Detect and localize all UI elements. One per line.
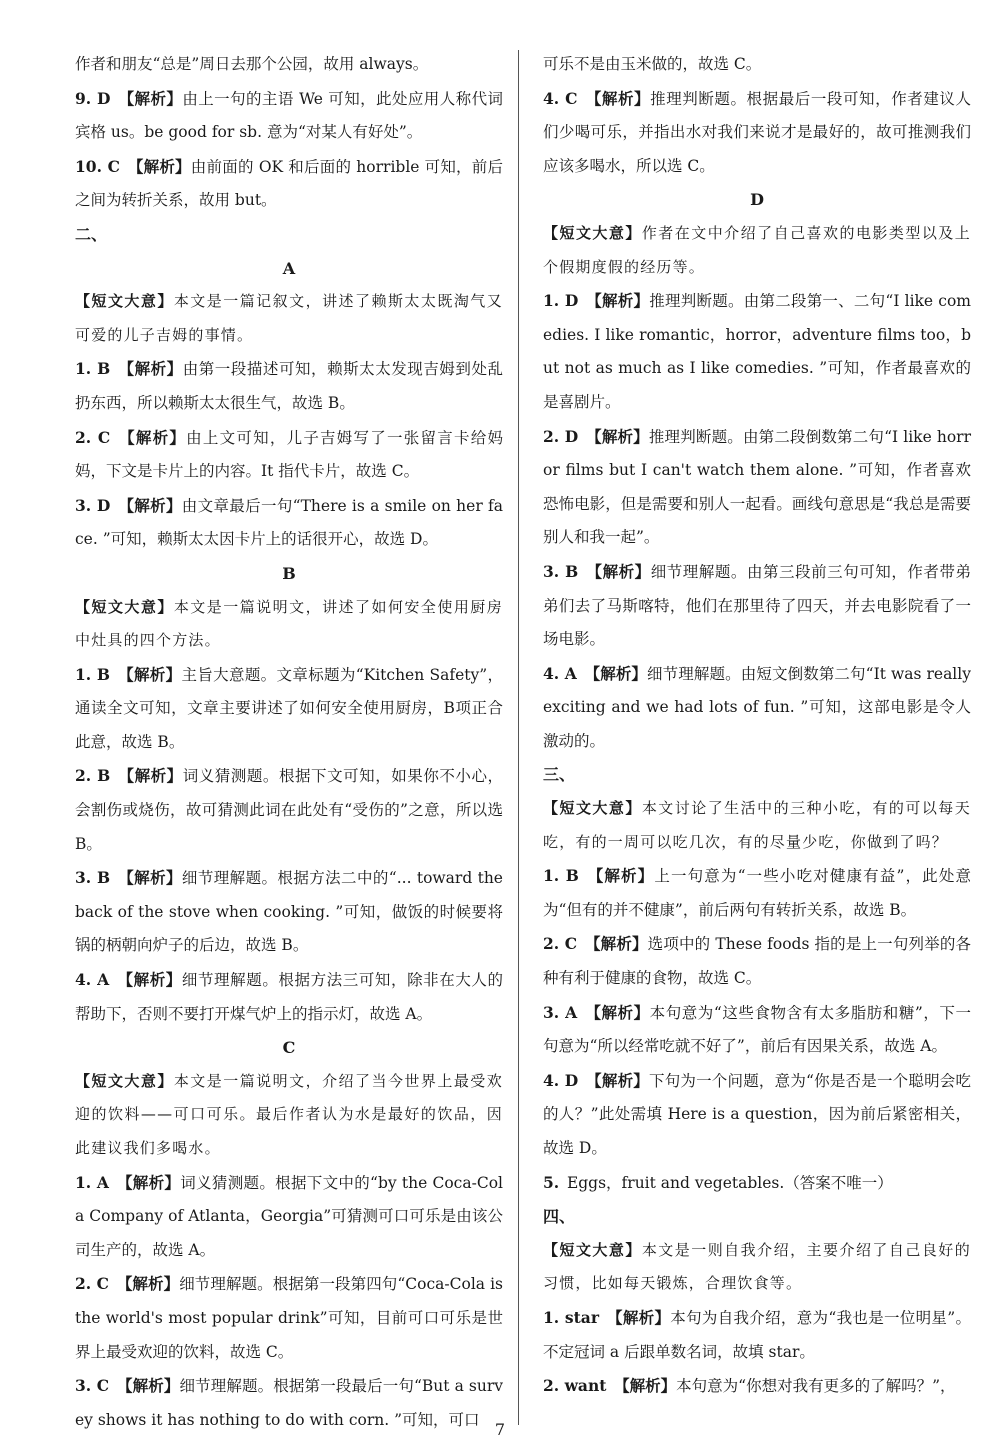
- answer-number: 3. B: [75, 868, 111, 888]
- answer-number: 10. C: [75, 156, 120, 176]
- answer-number: 1. A: [75, 1172, 109, 1192]
- answer-explanation: 主旨大意题。文章标题为“Kitchen Safety”，通读全文可知，文章主要讲述了如何安全使用厨房，B项正合此意，故选 B。: [75, 665, 503, 751]
- answer-number: 4. A: [543, 663, 577, 683]
- answer-explanation: 细节理解题。由第三段前三句可知，作者带弟弟们去了马斯喀特，他们在那里待了四天，并去电影院看了一场电影。: [543, 562, 971, 649]
- analysis-tag: 【解析】: [116, 1376, 180, 1396]
- answer-explanation: 细节理解题。根据第一段第四句“Coca-Cola is the world's most popular drink”可知，目前可口可乐是世界上最受欢迎的饮料，故选 C。: [75, 1275, 503, 1361]
- page-number: 7: [494, 1420, 506, 1439]
- passage-summary: [75, 285, 503, 352]
- section-number: 三、: [543, 765, 576, 785]
- answer-item: [75, 150, 503, 218]
- answer-number: 2. C: [543, 934, 578, 954]
- analysis-tag: 【解析】: [584, 1002, 650, 1022]
- analysis-tag: 【解析】: [117, 868, 182, 888]
- summary-tag: 【短文大意】: [543, 223, 642, 242]
- answer-number: 2. C: [75, 427, 111, 447]
- left-column: [75, 48, 503, 1437]
- answer-number: 2. B: [75, 766, 111, 786]
- continued-text: 作者和朋友“总是”周日去那个公园，故用 always。: [75, 55, 429, 73]
- summary-text: 作者在文中介绍了自己喜欢的电影类型以及上个假期度假的经历等。: [543, 223, 971, 276]
- summary-tag: 【短文大意】: [75, 597, 174, 616]
- column-divider: [518, 50, 519, 1425]
- section-number: 四、: [543, 1207, 576, 1227]
- passage-heading: C: [282, 1038, 296, 1058]
- summary-tag: 【短文大意】: [543, 799, 642, 818]
- answer-item: [75, 658, 503, 760]
- answer-number: 4. C: [543, 88, 578, 108]
- answer-item: [543, 1166, 971, 1201]
- summary-tag: 【短文大意】: [543, 1240, 642, 1259]
- answer-item: [75, 421, 503, 489]
- summary-tag: 【短文大意】: [75, 292, 174, 311]
- answer-number: 5.: [543, 1172, 560, 1192]
- analysis-tag: 【解析】: [117, 359, 183, 379]
- passage-summary: [75, 1065, 503, 1166]
- passage-summary: [75, 591, 503, 658]
- analysis-tag: 【解析】: [116, 1274, 180, 1294]
- answer-item: [543, 1301, 971, 1369]
- analysis-tag: 【解析】: [117, 427, 187, 447]
- answer-explanation: 下句为一个问题，意为“你是否是一个聪明会吃的人？”此处需填 Here is a question，因为前后紧密相关，故选 D。: [543, 1071, 971, 1157]
- answer-explanation: 推理判断题。由第二段倒数第二句“I like horror films but I can't watch them alone. ”可知，作者喜欢恐怖电影，但是需要和别人一起看。画线句意思是“我总是需要别人和我一起”。: [543, 427, 971, 547]
- answer-item: [75, 489, 503, 557]
- answer-number: 1. D: [543, 291, 579, 311]
- answer-explanation: 细节理解题。根据第一段最后一句“But a survey shows it has nothing to do with corn. ”可知，可口: [75, 1377, 503, 1429]
- answer-item: [543, 555, 971, 657]
- analysis-tag: 【解析】: [127, 156, 191, 176]
- analysis-tag: 【解析】: [116, 970, 182, 990]
- analysis-tag: 【解析】: [585, 426, 649, 446]
- analysis-tag: 【解析】: [584, 934, 648, 954]
- answer-item: [75, 1166, 503, 1268]
- analysis-tag: 【解析】: [585, 1070, 649, 1090]
- answer-explanation: 由上一句的主语 We 可知，此处应用人称代词宾格 us。be good for sb. 意为“对某人有好处”。: [75, 89, 503, 142]
- answer-item: [543, 657, 971, 759]
- analysis-tag: 【解析】: [118, 495, 182, 515]
- passage-summary: [543, 792, 971, 859]
- passage-summary: [543, 1234, 971, 1301]
- answer-number: 3. A: [543, 1002, 578, 1022]
- answer-number: 1. B: [75, 359, 111, 379]
- summary-tag: 【短文大意】: [75, 1071, 174, 1090]
- answer-item: [75, 352, 503, 420]
- summary-text: 本文是一篇说明文，介绍了当今世界上最受欢迎的饮料——可口可乐。最后作者认为水是最好的饮品，因此建议我们多喝水。: [75, 1071, 503, 1157]
- answer-item: [75, 759, 503, 861]
- answer-explanation: 词义猜测题。根据下文可知，如果你不小心，会割伤或烧伤，故可猜测此词在此处有“受伤的”之意，所以选 B。: [75, 767, 503, 853]
- answer-explanation: 由前面的 OK 和后面的 horrible 可知，前后之间为转折关系，故用 but。: [75, 157, 503, 210]
- analysis-tag: 【解析】: [117, 664, 182, 684]
- summary-text: 本文讨论了生活中的三种小吃，有的可以每天吃，有的一周可以吃几次，有的尽量少吃，你做到了吗？: [543, 799, 971, 851]
- answer-explanation: 推理判断题。根据最后一段可知，作者建议人们少喝可乐，并指出水对我们来说才是最好的，故可推测我们应该多喝水，所以选 C。: [543, 89, 971, 175]
- analysis-tag: 【解析】: [586, 291, 650, 311]
- answer-number: 1. star: [543, 1307, 599, 1327]
- passage-summary: [543, 217, 971, 284]
- answer-explanation: 本句意为“这些食物含有太多脂肪和糖”，下一句意为“所以经常吃就不好了”，前后有因果关系，故选 A。: [543, 1003, 971, 1056]
- answer-explanation: 细节理解题。根据方法三可知，除非在大人的帮助下，否则不要打开煤气炉上的指示灯，故选 A。: [75, 971, 503, 1023]
- answer-item: [543, 420, 971, 555]
- analysis-tag: 【解析】: [118, 88, 183, 108]
- answer-number: 3. D: [75, 495, 111, 515]
- answer-explanation: 选项中的 These foods 指的是上一句列举的各种有利于健康的食物，故选 C。: [543, 935, 971, 988]
- analysis-tag: 【解析】: [614, 1376, 677, 1396]
- answer-explanation: 词义猜测题。根据下文中的“by the Coca-Cola Company of Atlanta，Georgia”可猜测可口可乐是由该公司生产的，故选 A。: [75, 1173, 503, 1259]
- summary-text: 本文是一则自我介绍，主要介绍了自己良好的习惯，比如每天锻炼，合理饮食等。: [543, 1240, 971, 1293]
- answer-number: 4. A: [75, 970, 110, 990]
- analysis-tag: 【解析】: [117, 766, 183, 786]
- answer-number: 3. B: [543, 561, 579, 581]
- section-number: 二、: [75, 224, 108, 244]
- answer-explanation: 细节理解题。由短文倒数第二句“It was really exciting and we had lots of fun. ”可知，这部电影是令人激动的。: [543, 664, 971, 750]
- analysis-tag: 【解析】: [585, 561, 651, 581]
- answer-number: 2. want: [543, 1376, 607, 1396]
- answer-number: 1. B: [75, 664, 111, 684]
- answer-number: 9. D: [75, 88, 111, 108]
- passage-heading: B: [282, 563, 296, 583]
- answer-explanation: Eggs，fruit and vegetables.（答案不唯一）: [566, 1173, 893, 1192]
- answer-item: [543, 82, 971, 184]
- answer-item: [543, 996, 971, 1064]
- answer-number: 3. C: [75, 1376, 110, 1396]
- analysis-tag: 【解析】: [606, 1307, 671, 1327]
- answer-number: 2. C: [75, 1274, 109, 1294]
- analysis-tag: 【解析】: [585, 88, 651, 108]
- analysis-tag: 【解析】: [584, 663, 648, 683]
- answer-item: [543, 1064, 971, 1166]
- answer-item: [543, 927, 971, 995]
- answer-item: [75, 1267, 503, 1369]
- answer-number: 4. D: [543, 1070, 579, 1090]
- answer-item: [543, 1369, 971, 1404]
- answer-item: [75, 963, 503, 1031]
- continued-text: 可乐不是由玉米做的，故选 C。: [543, 55, 762, 73]
- answer-explanation: 本句意为“你想对我有更多的了解吗？”，: [676, 1377, 956, 1396]
- summary-text: 本文是一篇说明文，讲述了如何安全使用厨房中灶具的四个方法。: [75, 597, 503, 650]
- passage-heading: D: [750, 190, 764, 210]
- answer-explanation: 由上文可知，儿子吉姆写了一张留言卡给妈妈，下文是卡片上的内容。It 指代卡片，故选 C。: [75, 428, 503, 481]
- answer-explanation: 推理判断题。由第二段第一、二句“I like comedies. I like romantic，horror，adventure films too，but not as much as I like comedies. ”可知，作者最喜欢的是喜剧片。: [543, 292, 971, 411]
- passage-heading: A: [282, 258, 296, 278]
- right-column: [543, 48, 971, 1404]
- answer-explanation: 本句为自我介绍，意为“我也是一位明星”。不定冠词 a 后跟单数名词，故填 star。: [543, 1308, 971, 1361]
- answer-explanation: 上一句意为“一些小吃对健康有益”，此处意为“但有的并不健康”，前后两句有转折关系，故选 B。: [543, 867, 971, 919]
- answer-item: [75, 861, 503, 963]
- answer-explanation: 由第一段描述可知，赖斯太太发现吉姆到处乱扔东西，所以赖斯太太很生气，故选 B。: [75, 360, 503, 412]
- answer-item: [75, 82, 503, 150]
- summary-text: 本文是一篇记叙文，讲述了赖斯太太既淘气又可爱的儿子吉姆的事情。: [75, 292, 503, 344]
- answer-item: [543, 859, 971, 927]
- answer-item: [543, 284, 971, 419]
- answer-number: 2. D: [543, 426, 579, 446]
- analysis-tag: 【解析】: [116, 1172, 181, 1192]
- analysis-tag: 【解析】: [586, 866, 655, 886]
- answer-explanation: 由文章最后一句“There is a smile on her face. ”可知，赖斯太太因卡片上的话很开心，故选 D。: [75, 496, 503, 549]
- answer-number: 1. B: [543, 866, 579, 886]
- answer-explanation: 细节理解题。根据方法二中的“... toward the back of the stove when cooking. ”可知，做饭的时候要将锅的柄朝向炉子的后边，故选 B。: [75, 869, 503, 955]
